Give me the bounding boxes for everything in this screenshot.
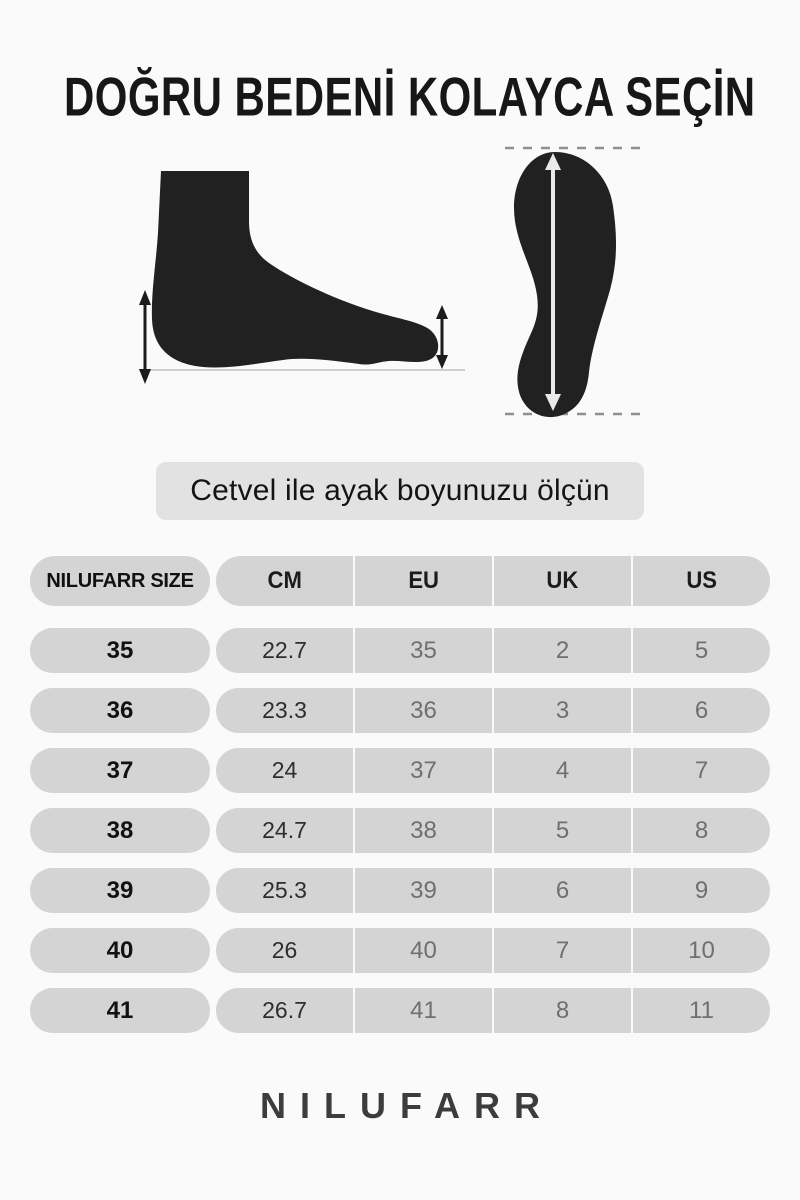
us-cell: 9 xyxy=(694,876,709,904)
table-row xyxy=(30,688,770,733)
size-cell: 38 xyxy=(106,816,134,844)
size-table xyxy=(30,556,770,1033)
uk-cell: 7 xyxy=(555,936,570,964)
size-cell: 41 xyxy=(106,996,134,1024)
cm-cell: 26 xyxy=(271,937,298,963)
us-cell: 7 xyxy=(694,756,709,784)
cm-cell: 24.7 xyxy=(262,817,307,843)
cm-cell: 26.7 xyxy=(262,997,307,1023)
eu-cell: 36 xyxy=(410,696,437,724)
footprint-icon xyxy=(493,140,663,430)
uk-cell: 2 xyxy=(555,636,570,664)
cm-cell: 25.3 xyxy=(262,877,307,903)
uk-cell: 8 xyxy=(555,996,570,1024)
uk-cell: 6 xyxy=(555,876,570,904)
page-title: DOĞRU BEDENİ KOLAYCA SEÇİN xyxy=(64,66,756,128)
table-row xyxy=(30,748,770,793)
size-cell: 40 xyxy=(106,936,134,964)
eu-cell: 39 xyxy=(410,876,437,904)
eu-cell: 35 xyxy=(410,636,437,664)
table-row xyxy=(30,928,770,973)
eu-cell: 38 xyxy=(410,816,437,844)
eu-cell: 41 xyxy=(410,996,437,1024)
header-eu: EU xyxy=(353,556,492,606)
brand-logo: NILUFARR xyxy=(260,1085,554,1126)
uk-cell: 4 xyxy=(555,756,570,784)
header-uk: UK xyxy=(492,556,631,606)
uk-cell: 5 xyxy=(555,816,570,844)
header-cm: CM xyxy=(267,567,302,594)
us-cell: 8 xyxy=(694,816,709,844)
header-brand-size: NILUFARR SIZE xyxy=(30,556,210,606)
eu-cell: 40 xyxy=(410,936,437,964)
uk-cell: 3 xyxy=(555,696,570,724)
us-cell: 10 xyxy=(688,936,715,964)
table-row xyxy=(30,628,770,673)
size-cell: 37 xyxy=(106,756,134,784)
cm-cell: 24 xyxy=(271,757,298,783)
header-us: US xyxy=(631,556,770,606)
size-cell: 35 xyxy=(106,636,134,664)
measurement-illustrations xyxy=(0,140,800,436)
table-row xyxy=(30,988,770,1033)
foot-side-icon xyxy=(137,146,467,391)
table-row xyxy=(30,868,770,913)
eu-cell: 37 xyxy=(410,756,437,784)
size-cell: 39 xyxy=(106,876,134,904)
us-cell: 11 xyxy=(689,996,714,1024)
cm-cell: 22.7 xyxy=(262,637,307,663)
us-cell: 6 xyxy=(694,696,709,724)
measure-instruction-banner: Cetvel ile ayak boyunuzu ölçün xyxy=(156,462,644,520)
size-table-header-row xyxy=(30,556,770,606)
table-row xyxy=(30,808,770,853)
us-cell: 5 xyxy=(694,636,709,664)
size-cell: 36 xyxy=(106,696,134,724)
cm-cell: 23.3 xyxy=(262,697,307,723)
